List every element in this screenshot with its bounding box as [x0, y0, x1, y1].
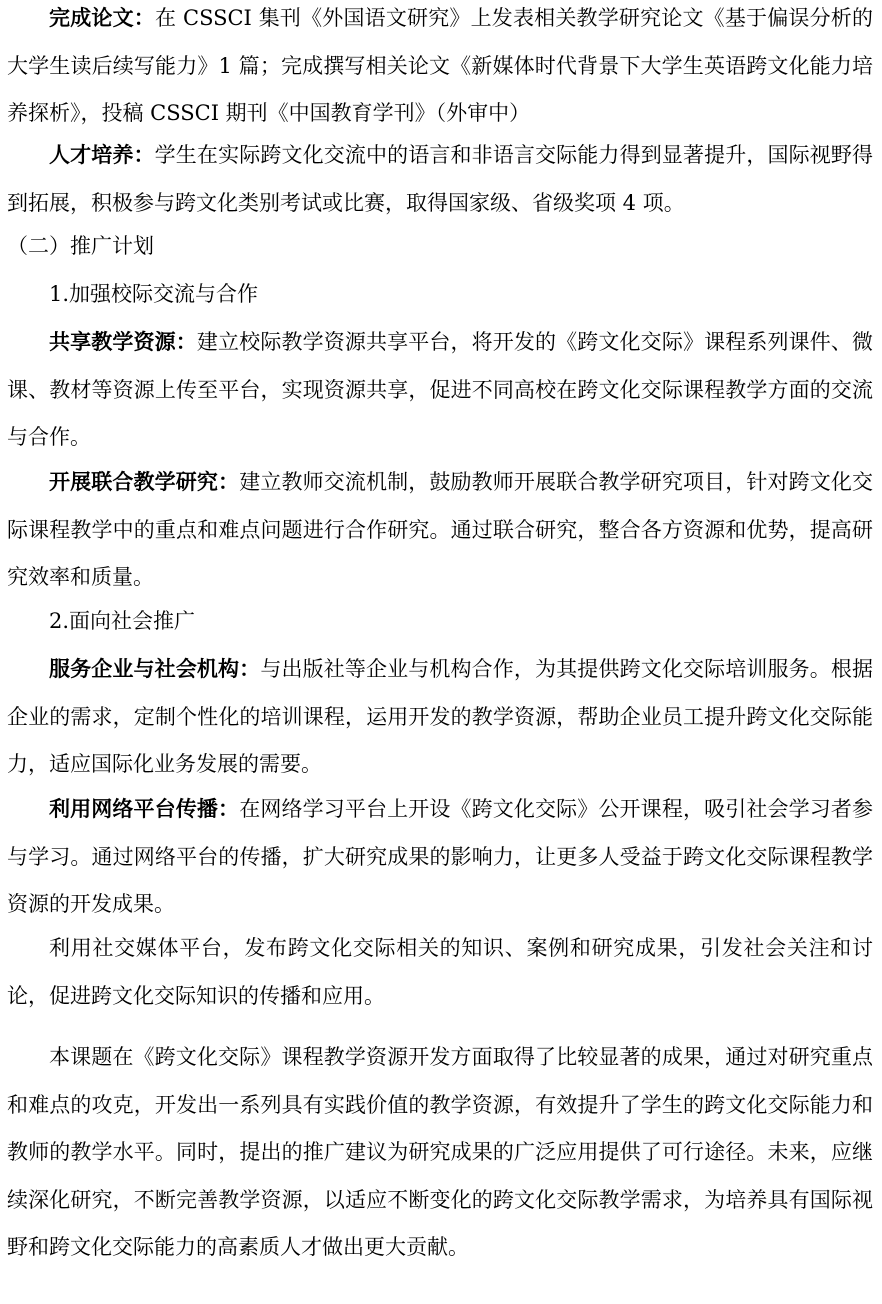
subheading-interschool: 1.加强校际交流与合作: [49, 282, 259, 306]
body-papers: 在 CSSCI 集刊《外国语文研究》上发表相关教学研究论文《基于偏误分析的大学生读后续写能力》1 篇；完成撰写相关论文《新媒体时代背景下大学生英语跨文化能力培养探析》，投稿 CSSCI 期刊《中国教育学刊》（外审中）: [7, 6, 874, 126]
paragraph-enterprise-service: [7, 645, 873, 789]
paragraph-share-resources: [7, 318, 873, 462]
paragraph-papers: [7, 0, 873, 138]
body-joint-research: 建立教师交流机制，鼓励教师开展联合教学研究项目，针对跨文化交际课程教学中的重点和难点问题进行合作研究。通过联合研究，整合各方资源和优势，提高研究效率和质量。: [7, 470, 874, 590]
lead-talent: 人才培养：: [49, 142, 155, 167]
body-share-resources: 建立校际教学资源共享平台，将开发的《跨文化交际》课程系列课件、微课、教材等资源上传至平台，实现资源共享，促进不同高校在跨文化交际课程教学方面的交流与合作。: [7, 330, 873, 450]
lead-share-resources: 共享教学资源：: [49, 329, 197, 354]
body-online-platform: 在网络学习平台上开设《跨文化交际》公开课程，吸引社会学习者参与学习。通过网络平台的传播，扩大研究成果的影响力，让更多人受益于跨文化交际课程教学资源的开发成果。: [7, 797, 874, 917]
lead-papers: 完成论文：: [49, 5, 155, 30]
paragraph-talent: [7, 131, 873, 227]
lead-joint-research: 开展联合教学研究：: [49, 469, 240, 494]
paragraph-conclusion: 本课题在《跨文化交际》课程教学资源开发方面取得了比较显著的成果，通过对研究重点和难点的攻克，开发出一系列具有实践价值的教学资源，有效提升了学生的跨文化交际能力和教师的教学水平。同时，提出的推广建议为研究成果的广泛应用提供了可行途径。未来，应继续深化研究，不断完善教学资源，以适应不断变化的跨文化交际教学需求，为培养具有国际视野和跨文化交际能力的高素质人才做出更大贡献。: [7, 1045, 873, 1260]
paragraph-joint-research: [7, 458, 873, 602]
lead-enterprise-service: 服务企业与社会机构：: [49, 656, 261, 681]
lead-online-platform: 利用网络平台传播：: [49, 796, 240, 821]
body-talent: 学生在实际跨文化交流中的语言和非语言交际能力得到显著提升，国际视野得到拓展，积极参与跨文化类别考试或比赛，取得国家级、省级奖项 4 项。: [7, 143, 874, 215]
body-enterprise-service: 与出版社等企业与机构合作，为其提供跨文化交际培训服务。根据企业的需求，定制个性化的培训课程，运用开发的教学资源，帮助企业员工提升跨文化交际能力，适应国际化业务发展的需要。: [7, 657, 874, 777]
subheading-society: 2.面向社会推广: [49, 609, 196, 633]
paragraph-social-media: 利用社交媒体平台，发布跨文化交际相关的知识、案例和研究成果，引发社会关注和讨论，促进跨文化交际知识的传播和应用。: [7, 936, 873, 1008]
paragraph-online-platform: [7, 785, 873, 929]
section-heading-promotion: （二）推广计划: [7, 234, 154, 258]
